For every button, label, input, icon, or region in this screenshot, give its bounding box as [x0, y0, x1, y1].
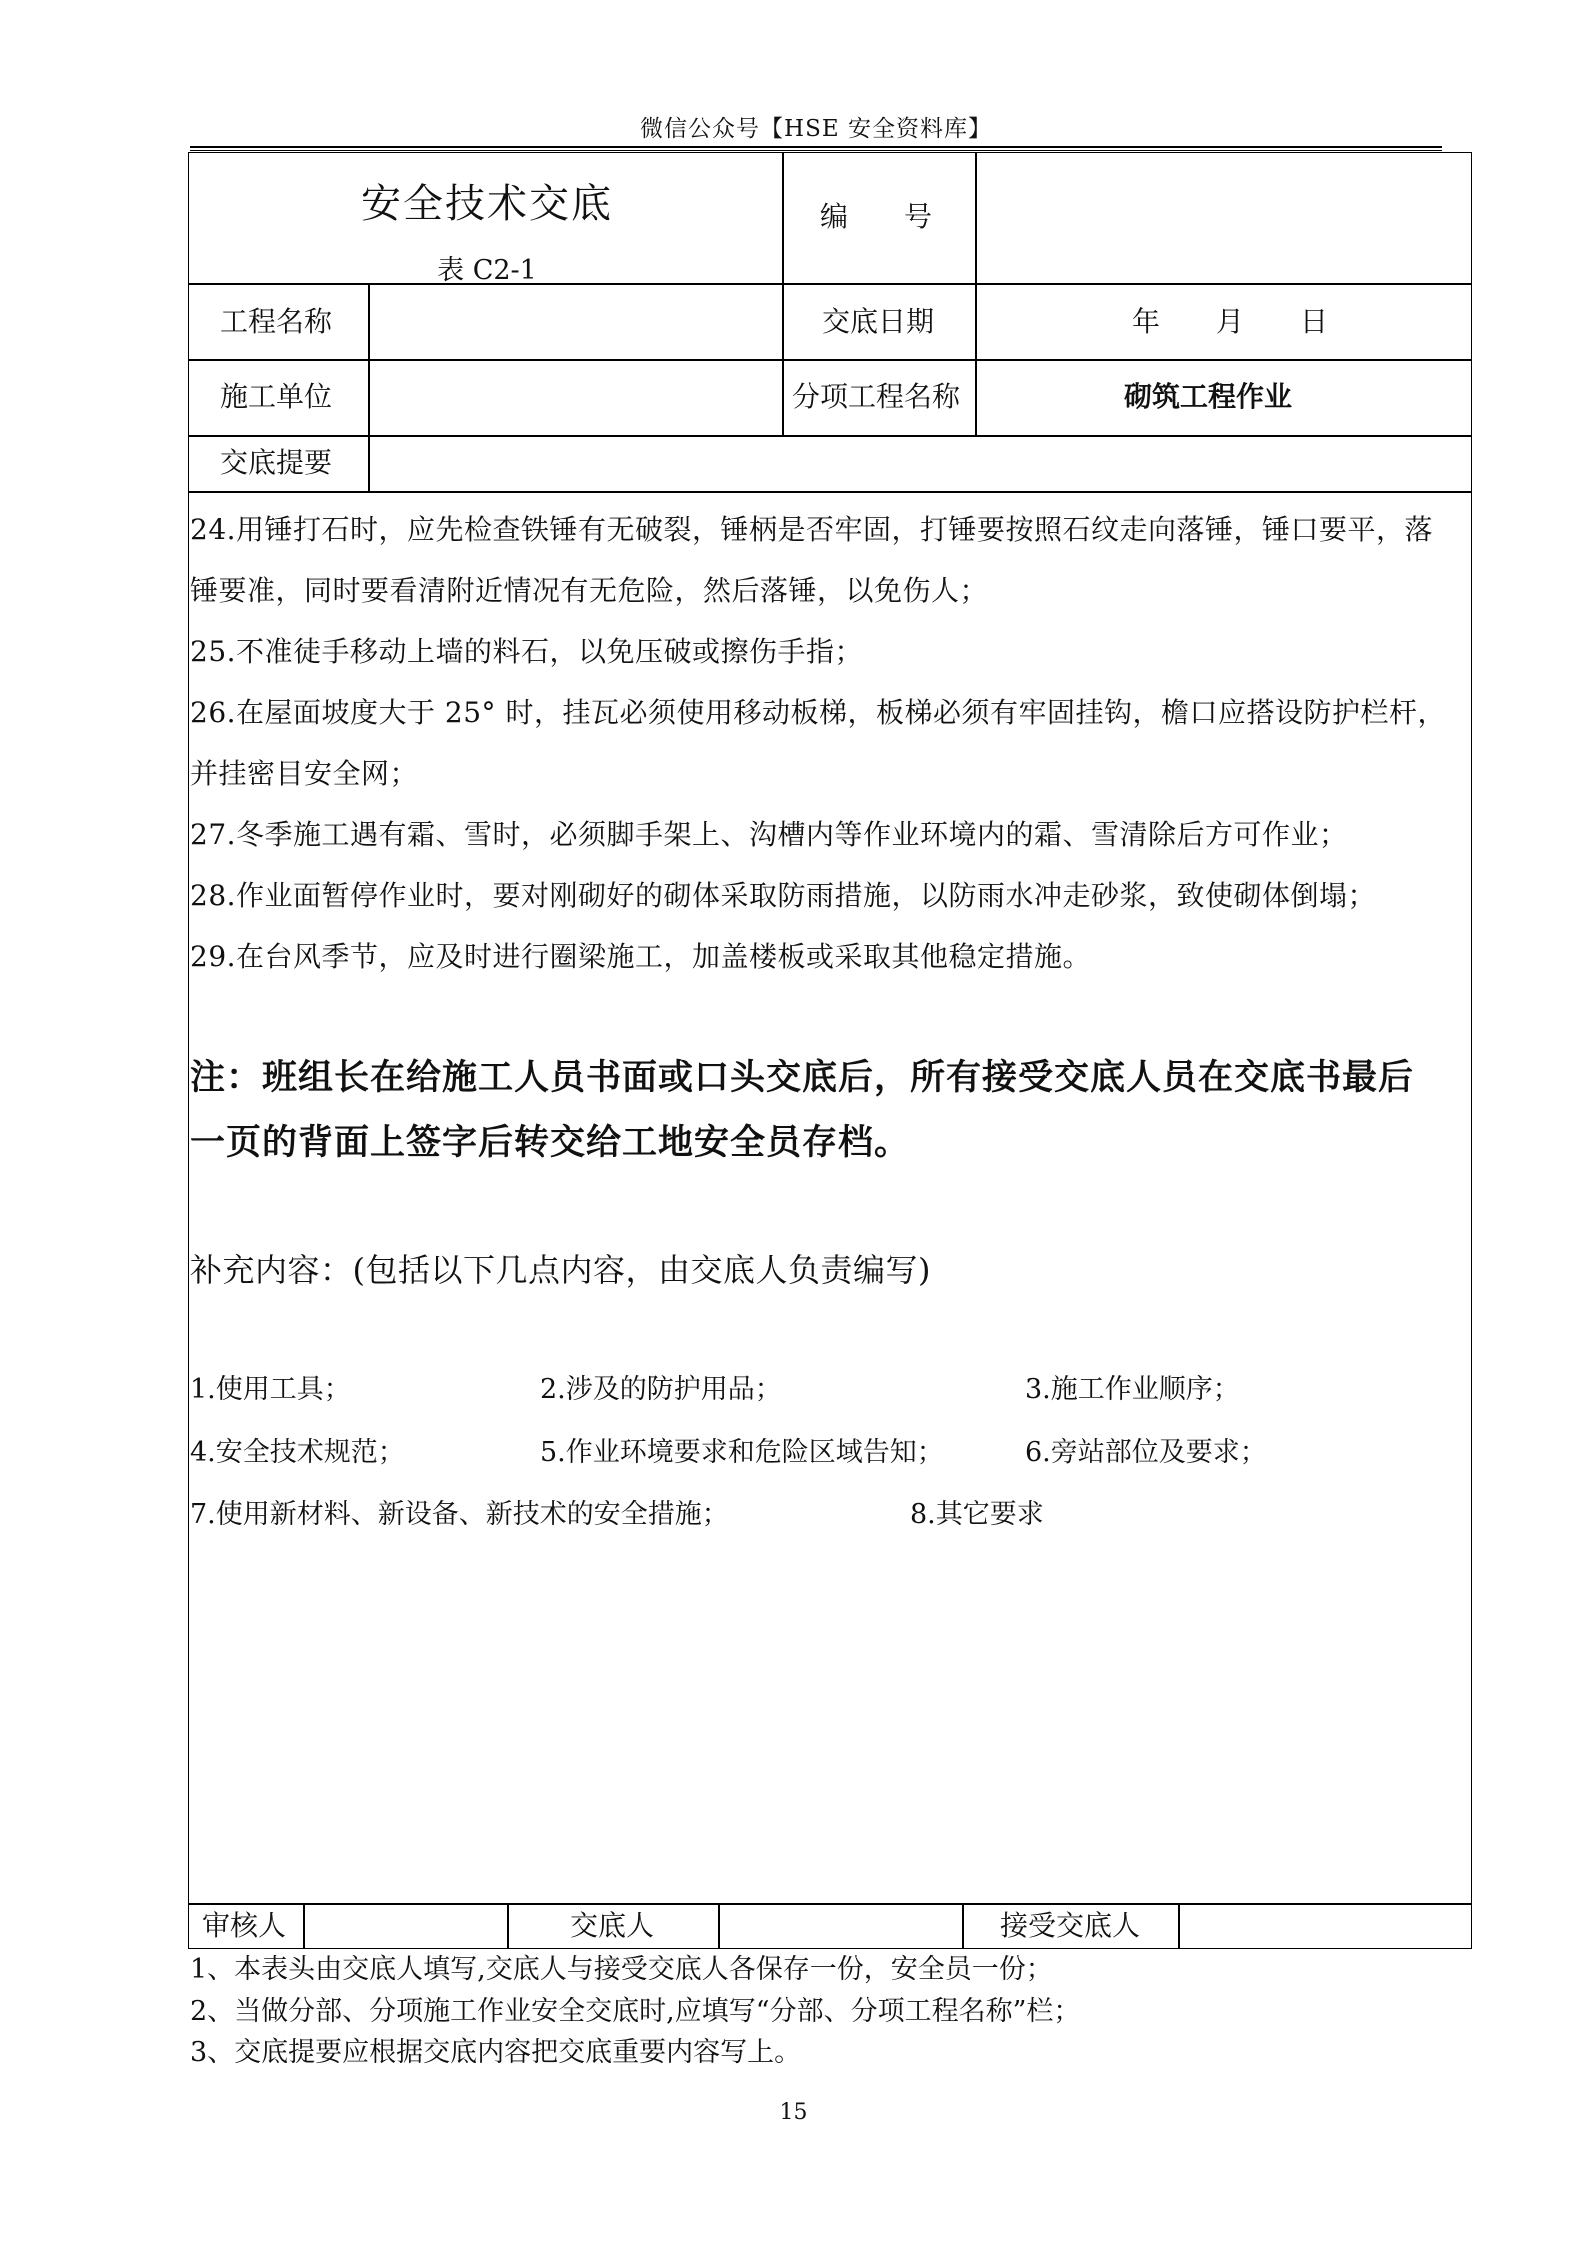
row-divider-signature: [188, 1903, 1472, 1905]
content-line: 26.在屋面坡度大于 25° 时，挂瓦必须使用移动板梯，板梯必须有牢固挂钩，檐口应搭设防护栏杆，: [190, 696, 1446, 729]
sig-divider-4: [962, 1903, 964, 1949]
discloser-label: 交底人: [570, 1909, 655, 1942]
receiver-label: 接受交底人: [1000, 1909, 1141, 1942]
form-code: 表 C2-1: [437, 255, 537, 286]
sig-divider-5: [1178, 1903, 1180, 1949]
page-header: 微信公众号【HSE 安全资料库】: [640, 116, 992, 142]
supplement-item: 5.作业环境要求和危险区域告知；: [540, 1437, 944, 1468]
unit-label: 施工单位: [220, 380, 333, 413]
col-divider-right: [975, 152, 977, 435]
number-label: 编 号: [820, 200, 933, 233]
project-name-label: 工程名称: [220, 305, 333, 338]
content-line: 27.冬季施工遇有霜、雪时，必须脚手架上、沟槽内等作业环境内的霜、雪清除后方可作业；: [190, 818, 1348, 851]
note-line: 一页的背面上签字后转交给工地安全员存档。: [190, 1122, 911, 1163]
content-line: 并挂密目安全网；: [190, 757, 419, 790]
content-line: 24.用锤打石时，应先检查铁锤有无破裂，锤柄是否牢固，打锤要按照石纹走向落锤，锤口要平，落: [190, 513, 1434, 546]
footnote: 1、本表头由交底人填写,交底人与接受交底人各保存一份，安全员一份；: [190, 1954, 1053, 1985]
content-line: 28.作业面暂停作业时，要对刚砌好的砌体采取防雨措施，以防雨水冲走砂浆，致使砌体倒塌；: [190, 879, 1377, 912]
supplement-item: 7.使用新材料、新设备、新技术的安全措施；: [190, 1499, 729, 1530]
note-line: 注：班组长在给施工人员书面或口头交底后，所有接受交底人员在交底书最后: [190, 1057, 1415, 1098]
row-divider-3: [188, 435, 1472, 437]
page-number: 15: [779, 2100, 808, 2125]
sub-project-label: 分项工程名称: [792, 380, 961, 413]
content-line: 25.不准徒手移动上墙的料石，以免压破或擦伤手指；: [190, 635, 864, 668]
sig-divider-1: [303, 1903, 305, 1949]
footnote: 2、当做分部、分项施工作业安全交底时,应填写“分部、分项工程名称”栏；: [190, 1996, 1081, 2027]
footnote: 3、交底提要应根据交底内容把交底重要内容写上。: [190, 2037, 802, 2068]
supplement-heading: 补充内容：(包括以下几点内容，由交底人负责编写): [190, 1251, 931, 1289]
header-rule-thin: [190, 150, 1442, 151]
supplement-item: 2.涉及的防护用品；: [540, 1374, 782, 1405]
sub-project-value: 砌筑工程作业: [1124, 380, 1293, 413]
form-title: 安全技术交底: [361, 181, 613, 227]
date-field[interactable]: 年 月 日: [1132, 305, 1329, 338]
content-line: 29.在台风季节，应及时进行圈梁施工，加盖楼板或采取其他稳定措施。: [190, 940, 1092, 973]
header-rule: [190, 146, 1442, 148]
col-divider-label: [368, 283, 370, 491]
date-label: 交底日期: [822, 305, 935, 338]
sig-divider-2: [507, 1903, 509, 1949]
summary-label: 交底提要: [220, 446, 333, 479]
supplement-item: 4.安全技术规范；: [190, 1437, 405, 1468]
form-table: [188, 152, 1472, 1949]
supplement-item: 3.施工作业顺序；: [1025, 1374, 1240, 1405]
row-divider-4: [188, 491, 1472, 493]
supplement-item: 1.使用工具；: [190, 1374, 351, 1405]
reviewer-label: 审核人: [202, 1909, 287, 1942]
row-divider-2: [188, 359, 1472, 361]
supplement-item: 6.旁站部位及要求；: [1025, 1437, 1267, 1468]
supplement-item: 8.其它要求: [910, 1499, 1044, 1530]
sig-divider-3: [718, 1903, 720, 1949]
content-line: 锤要准，同时要看清附近情况有无危险，然后落锤，以免伤人；: [190, 574, 989, 607]
